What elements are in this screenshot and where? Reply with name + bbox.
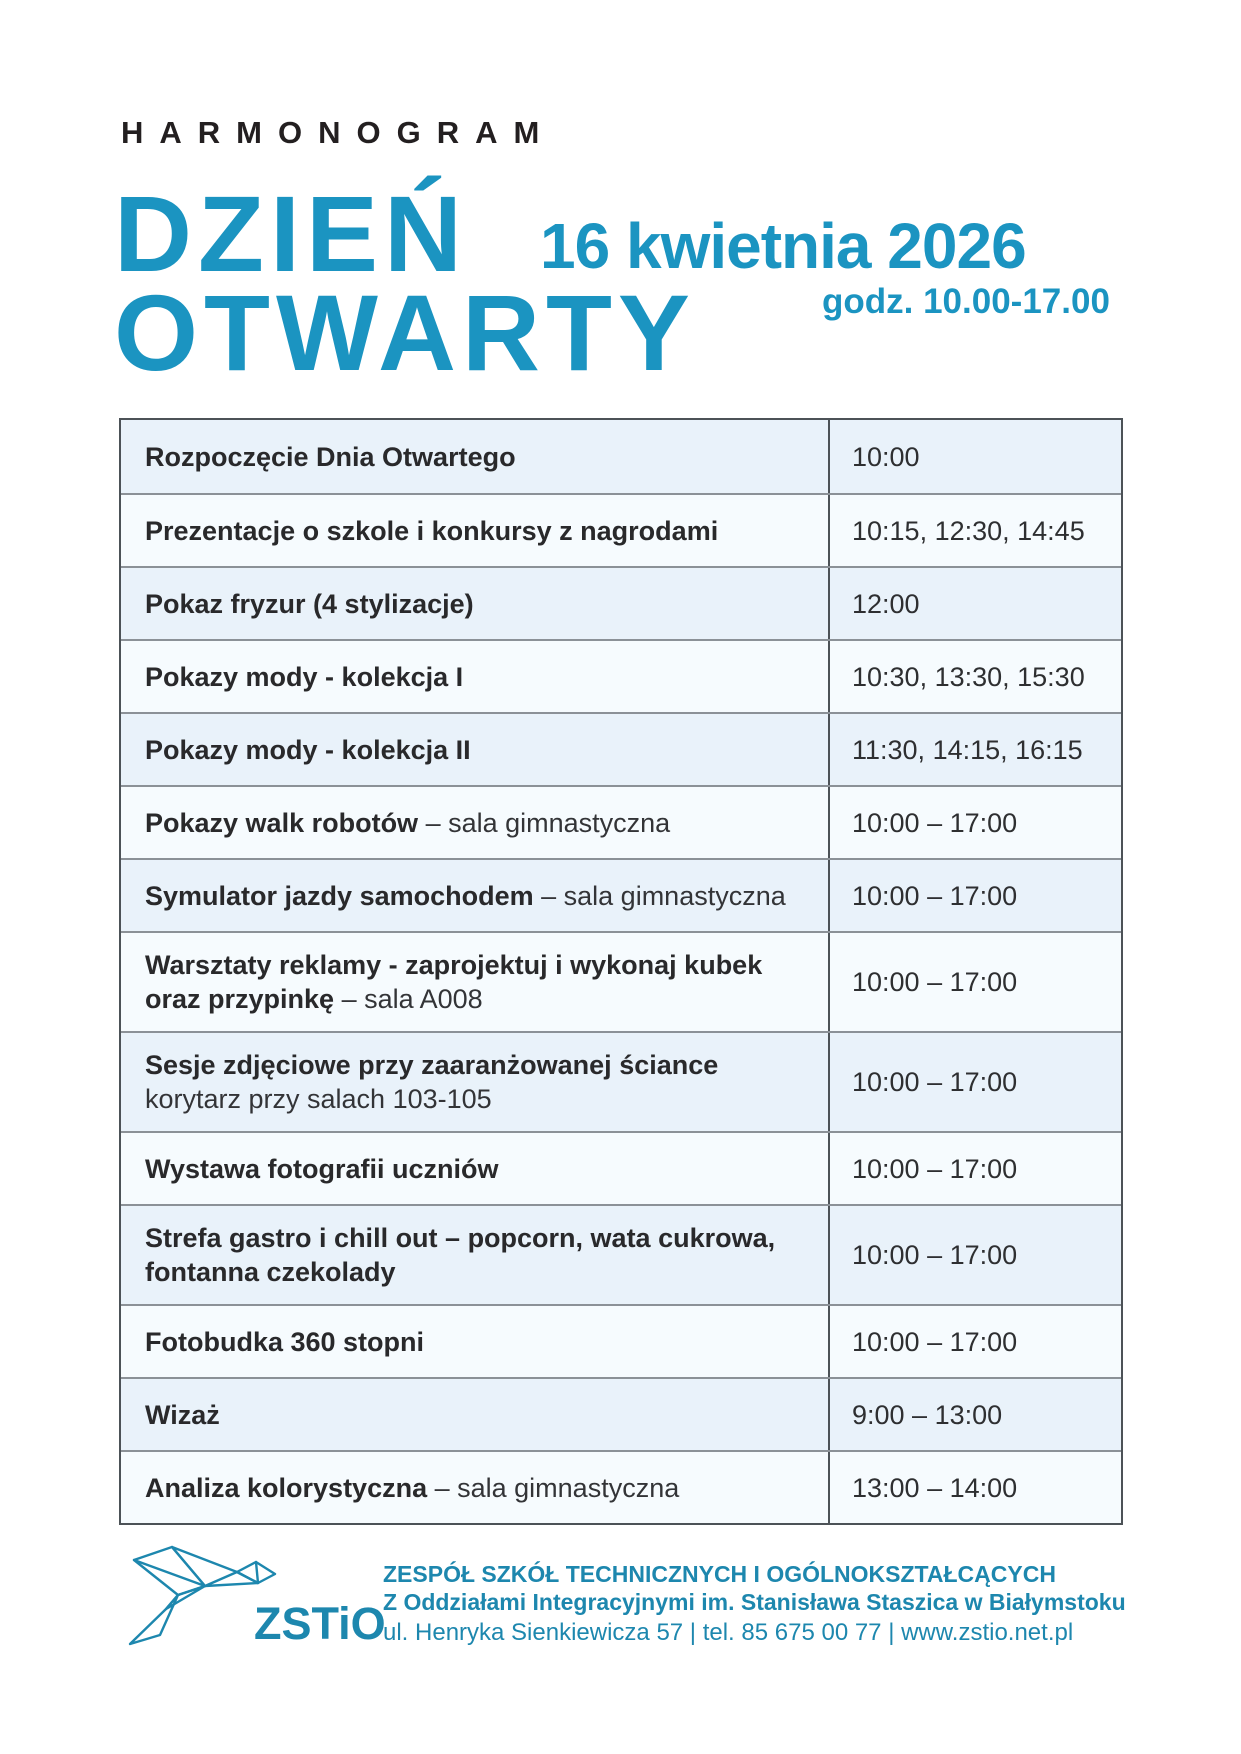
event-time: 11:30, 14:15, 16:15 [828, 714, 1121, 785]
table-row [121, 1304, 1121, 1377]
event-name: Pokazy mody - kolekcja II [145, 734, 471, 765]
event-text [145, 514, 808, 548]
footer-school-subname: Z Oddziałami Integracyjnymi im. Stanisława Staszica w Białymstoku [383, 1589, 1126, 1615]
event-text [145, 806, 808, 840]
schedule-table [119, 418, 1123, 1525]
table-row [121, 931, 1121, 1031]
table-row [121, 1204, 1121, 1304]
event-name: oraz przypinkę [145, 984, 335, 1014]
page-title-line1: DZIEŃ [114, 173, 468, 294]
event-name-cell [121, 420, 828, 493]
event-detail: korytarz przy salach 103-105 [145, 1084, 492, 1114]
event-name: Sesje zdjęciowe przy zaaranżowanej ściance [145, 1050, 719, 1080]
event-time: 10:00 – 17:00 [828, 860, 1121, 931]
event-detail: – sala A008 [334, 984, 483, 1014]
event-time: 10:00 [828, 420, 1121, 493]
logo-zstio-label: ZSTiO [254, 1598, 386, 1649]
kicker-harmonogram: HARMONOGRAM [121, 115, 556, 150]
event-time: 10:00 – 17:00 [828, 933, 1121, 1031]
event-name-cell [121, 787, 828, 858]
event-name: Symulator jazdy samochodem [145, 880, 534, 911]
event-name: Pokazy mody - kolekcja I [145, 661, 464, 692]
table-row [121, 858, 1121, 931]
event-name-cell [121, 1379, 828, 1450]
table-row [121, 639, 1121, 712]
table-row [121, 1377, 1121, 1450]
event-text [145, 1471, 808, 1505]
event-time: 10:00 – 17:00 [828, 787, 1121, 858]
event-text [145, 1221, 808, 1289]
event-text [145, 1398, 808, 1432]
footer-contact-line: ul. Henryka Sienkiewicza 57 | tel. 85 675 00 77 | www.zstio.net.pl [383, 1619, 1074, 1646]
table-row [121, 712, 1121, 785]
event-hours: godz. 10.00-17.00 [822, 282, 1110, 321]
event-time: 10:00 – 17:00 [828, 1306, 1121, 1377]
event-time: 12:00 [828, 568, 1121, 639]
event-text [145, 440, 808, 474]
event-name-cell [121, 1206, 828, 1304]
event-name-cell [121, 1033, 828, 1131]
event-detail: – sala gimnastyczna [427, 1472, 680, 1503]
event-name: Warsztaty reklamy - zaprojektuj i wykonaj kubek [145, 950, 763, 980]
event-name-cell [121, 1306, 828, 1377]
table-row [121, 1031, 1121, 1131]
event-name: Pokazy walk robotów [145, 807, 419, 838]
table-row [121, 1450, 1121, 1523]
event-text [145, 879, 808, 913]
event-name-cell [121, 1452, 828, 1523]
event-name: fontanna czekolady [145, 1257, 396, 1287]
table-row [121, 785, 1121, 858]
table-row [121, 493, 1121, 566]
event-name-cell [121, 1133, 828, 1204]
event-name-cell [121, 568, 828, 639]
event-detail: – sala gimnastyczna [418, 807, 671, 838]
event-text [145, 1048, 808, 1116]
event-time: 13:00 – 14:00 [828, 1452, 1121, 1523]
event-name-cell [121, 933, 828, 1031]
event-time: 10:00 – 17:00 [828, 1206, 1121, 1304]
event-text [145, 948, 808, 1016]
event-name: Analiza kolorystyczna [145, 1472, 428, 1503]
table-row [121, 420, 1121, 493]
event-name: Pokaz fryzur (4 stylizacje) [145, 588, 474, 619]
event-text [145, 587, 808, 621]
event-name: Wystawa fotografii uczniów [145, 1153, 499, 1184]
event-date: 16 kwietnia 2026 [540, 210, 1026, 282]
event-name: Rozpoczęcie Dnia Otwartego [145, 441, 516, 472]
event-time: 10:00 – 17:00 [828, 1133, 1121, 1204]
event-text [145, 660, 808, 694]
event-text [145, 1152, 808, 1186]
event-time: 10:30, 13:30, 15:30 [828, 641, 1121, 712]
event-name: Fotobudka 360 stopni [145, 1326, 425, 1357]
event-text [145, 1325, 808, 1359]
event-time: 9:00 – 13:00 [828, 1379, 1121, 1450]
event-detail: – sala gimnastyczna [533, 880, 786, 911]
event-time: 10:00 – 17:00 [828, 1033, 1121, 1131]
event-text [145, 733, 808, 767]
event-name: Wizaż [145, 1399, 220, 1430]
event-name: Strefa gastro i chill out – popcorn, wata cukrowa, [145, 1223, 776, 1253]
page-title-line2: OTWARTY [114, 272, 696, 393]
event-name-cell [121, 714, 828, 785]
event-name-cell [121, 641, 828, 712]
event-name-cell [121, 495, 828, 566]
event-name: Prezentacje o szkole i konkursy z nagrodami [145, 515, 719, 546]
event-name-cell [121, 860, 828, 931]
footer-school-name: ZESPÓŁ SZKÓŁ TECHNICZNYCH I OGÓLNOKSZTAŁCĄCYCH [383, 1561, 1056, 1587]
table-row [121, 1131, 1121, 1204]
event-time: 10:15, 12:30, 14:45 [828, 495, 1121, 566]
table-row [121, 566, 1121, 639]
